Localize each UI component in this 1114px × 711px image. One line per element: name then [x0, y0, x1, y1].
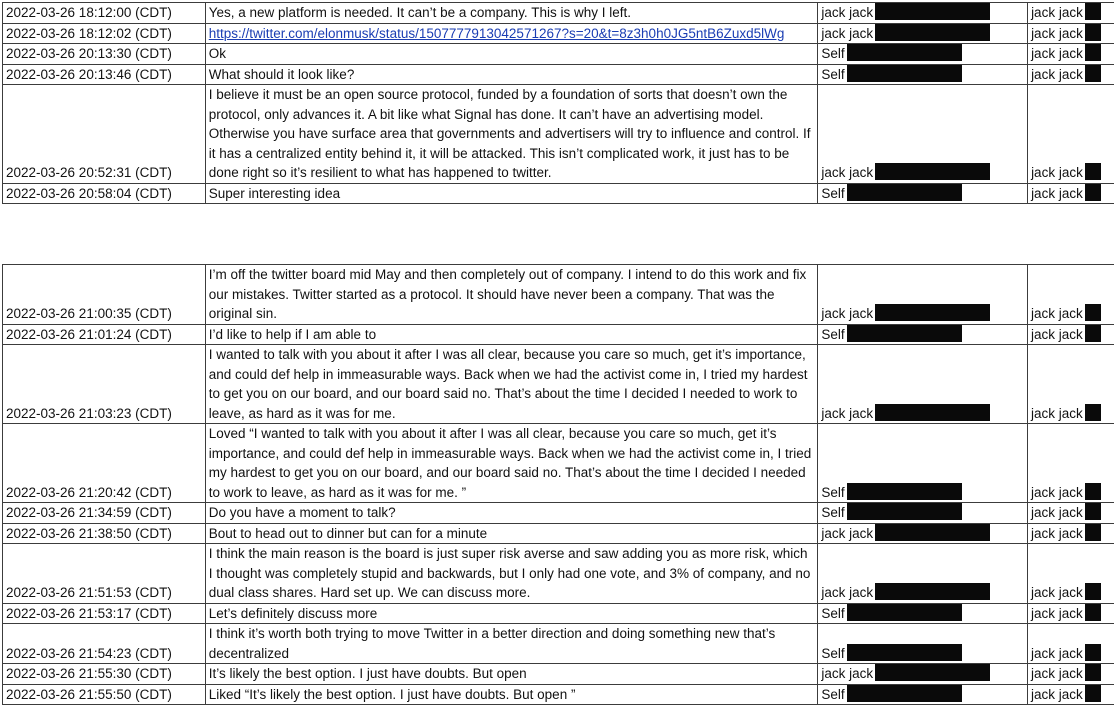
recipient-cell	[1028, 183, 1114, 204]
recipient-cell	[1028, 624, 1114, 664]
timestamp-cell: 2022-03-26 21:00:35 (CDT)	[3, 265, 206, 325]
redaction-block	[1085, 604, 1101, 621]
timestamp-cell: 2022-03-26 21:38:50 (CDT)	[3, 523, 206, 544]
recipient-name: jack jack	[1031, 326, 1083, 342]
redaction-block	[875, 3, 990, 20]
recipient-cell	[1028, 3, 1114, 24]
redaction-block	[875, 664, 990, 681]
table-row	[3, 265, 1114, 325]
sender-cell	[818, 523, 1028, 544]
sender-cell	[818, 624, 1028, 664]
sender-name: jack jack	[821, 525, 874, 541]
message-cell: Yes, a new platform is needed. It can’t be a company. This is why I left.	[205, 3, 818, 24]
redaction-block	[1085, 325, 1101, 342]
message-cell: I’d like to help if I am able to	[205, 324, 818, 345]
recipient-cell	[1028, 603, 1114, 624]
table-row	[3, 664, 1114, 685]
sender-name: Self	[821, 686, 845, 702]
recipient-name: jack jack	[1031, 645, 1083, 661]
timestamp-cell: 2022-03-26 21:55:50 (CDT)	[3, 684, 206, 705]
message-cell: Super interesting idea	[205, 183, 818, 204]
redaction-block	[1085, 24, 1101, 41]
redaction-block	[847, 44, 962, 61]
table-row	[3, 624, 1114, 664]
recipient-cell	[1028, 503, 1114, 524]
recipient-cell	[1028, 424, 1114, 503]
recipient-name: jack jack	[1031, 66, 1083, 82]
table-row	[3, 424, 1114, 503]
sender-name: jack jack	[821, 306, 874, 321]
message-cell	[205, 23, 818, 44]
sender-cell	[818, 23, 1028, 44]
redaction-block	[847, 604, 962, 621]
timestamp-cell: 2022-03-26 21:03:23 (CDT)	[3, 345, 206, 424]
table-row	[3, 3, 1114, 24]
timestamp-cell: 2022-03-26 21:01:24 (CDT)	[3, 324, 206, 345]
table-row	[3, 503, 1114, 524]
redaction-block	[875, 404, 990, 421]
recipient-cell	[1028, 44, 1114, 65]
table-row	[3, 324, 1114, 345]
sender-cell	[818, 544, 1028, 604]
redaction-block	[875, 583, 990, 600]
sender-name: Self	[821, 605, 845, 621]
redaction-block	[847, 483, 962, 500]
message-cell: It’s likely the best option. I just have doubts. But open	[205, 664, 818, 685]
sender-cell	[818, 64, 1028, 85]
redaction-block	[847, 644, 962, 661]
recipient-name: jack jack	[1031, 165, 1083, 180]
sender-name: jack jack	[821, 585, 874, 600]
redaction-block	[1085, 3, 1101, 20]
sender-name: jack jack	[821, 666, 874, 681]
timestamp-cell: 2022-03-26 21:20:42 (CDT)	[3, 424, 206, 503]
redaction-block	[1085, 44, 1101, 61]
table-row	[3, 85, 1114, 184]
sender-name: Self	[821, 505, 845, 520]
sender-name: Self	[821, 484, 845, 500]
recipient-name: jack jack	[1031, 46, 1083, 61]
table-row	[3, 603, 1114, 624]
sender-cell	[818, 664, 1028, 685]
recipient-name: jack jack	[1031, 185, 1083, 201]
sender-cell	[818, 424, 1028, 503]
table-row	[3, 23, 1114, 44]
timestamp-cell: 2022-03-26 21:34:59 (CDT)	[3, 503, 206, 524]
recipient-cell	[1028, 523, 1114, 544]
table-row	[3, 523, 1114, 544]
recipient-cell	[1028, 544, 1114, 604]
message-cell: Let’s definitely discuss more	[205, 603, 818, 624]
timestamp-cell: 2022-03-26 21:51:53 (CDT)	[3, 544, 206, 604]
sender-cell	[818, 44, 1028, 65]
sender-cell	[818, 603, 1028, 624]
recipient-name: jack jack	[1031, 306, 1083, 321]
table-row	[3, 345, 1114, 424]
recipient-name: jack jack	[1031, 585, 1083, 600]
message-cell: Liked “It’s likely the best option. I just have doubts. But open ”	[205, 684, 818, 705]
timestamp-cell: 2022-03-26 21:53:17 (CDT)	[3, 603, 206, 624]
timestamp-cell: 2022-03-26 18:12:00 (CDT)	[3, 3, 206, 24]
recipient-name: jack jack	[1031, 686, 1083, 702]
sender-name: jack jack	[821, 25, 874, 41]
sender-name: jack jack	[821, 165, 874, 180]
redaction-block	[847, 325, 962, 342]
redaction-block	[1085, 163, 1101, 180]
redaction-block	[847, 503, 962, 520]
recipient-cell	[1028, 85, 1114, 184]
redaction-block	[1085, 644, 1101, 661]
redaction-block	[1085, 483, 1101, 500]
sender-name: Self	[821, 326, 845, 342]
redaction-block	[875, 24, 990, 41]
redaction-block	[847, 65, 962, 82]
recipient-cell	[1028, 324, 1114, 345]
redaction-block	[1085, 685, 1101, 702]
sender-cell	[818, 684, 1028, 705]
recipient-name: jack jack	[1031, 505, 1083, 520]
timestamp-cell: 2022-03-26 20:13:30 (CDT)	[3, 44, 206, 65]
message-cell: Do you have a moment to talk?	[205, 503, 818, 524]
recipient-name: jack jack	[1031, 605, 1083, 621]
recipient-cell	[1028, 664, 1114, 685]
recipient-name: jack jack	[1031, 525, 1083, 541]
message-cell: I believe it must be an open source protocol, funded by a foundation of sorts that doesn’t own the protocol, only advances it. A bit like what Signal has done. It can’t have an advertising model. Otherwise you have surface area that governments and advertisers will try to influence and control. If it has a centralized entity behind it, it will be attacked. This isn’t complicated work, it just has to be done right so it’s resilient to what has happened to twitter.	[205, 85, 818, 184]
redaction-block	[875, 304, 990, 321]
table-row	[3, 544, 1114, 604]
message-cell: I’m off the twitter board mid May and then completely out of company. I intend to do this work and fix our mistakes. Twitter started as a protocol. It should have never been a company. That was the original sin.	[205, 265, 818, 325]
timestamp-cell: 2022-03-26 21:55:30 (CDT)	[3, 664, 206, 685]
redaction-block	[1085, 65, 1101, 82]
timestamp-cell: 2022-03-26 20:58:04 (CDT)	[3, 183, 206, 204]
sender-cell	[818, 503, 1028, 524]
recipient-cell	[1028, 265, 1114, 325]
message-cell: I think the main reason is the board is just super risk averse and saw adding you as more risk, which I thought was completely stupid and backwards, but I only had one vote, and 3% of company, and no dual class shares. Hard set up. We can discuss more.	[205, 544, 818, 604]
sender-name: Self	[821, 66, 845, 82]
message-cell: Loved “I wanted to talk with you about it after I was all clear, because you care so much, get it’s importance, and could def help in immeasurable ways. Back when we had the activist come in, I tried my hardest to get you on our board, and our board said no. That’s about the time I decided I needed to work to leave, as hard as it was for me. ”	[205, 424, 818, 503]
message-cell: Ok	[205, 44, 818, 65]
message-cell: I wanted to talk with you about it after I was all clear, because you care so much, get it’s importance, and could def help in immeasurable ways. Back when we had the activist come in, I tried my hardest to get you on our board, and our board said no. That’s about the time I decided I needed to work to leave, as hard as it was for me.	[205, 345, 818, 424]
sender-cell	[818, 3, 1028, 24]
sender-name: Self	[821, 46, 845, 61]
redaction-block	[1085, 184, 1101, 201]
message-cell: Bout to head out to dinner but can for a minute	[205, 523, 818, 544]
table-row	[3, 64, 1114, 85]
message-table-bottom	[2, 264, 1114, 705]
recipient-cell	[1028, 345, 1114, 424]
sender-cell	[818, 183, 1028, 204]
redaction-block	[1085, 404, 1101, 421]
redaction-block	[1085, 524, 1101, 541]
recipient-name: jack jack	[1031, 484, 1083, 500]
recipient-name: jack jack	[1031, 5, 1083, 20]
recipient-name: jack jack	[1031, 666, 1083, 681]
recipient-cell	[1028, 23, 1114, 44]
table-row	[3, 183, 1114, 204]
redaction-block	[847, 184, 962, 201]
redaction-block	[1085, 583, 1101, 600]
redaction-block	[1085, 664, 1101, 681]
sender-name: Self	[821, 185, 845, 201]
redaction-block	[875, 163, 990, 180]
table-row	[3, 44, 1114, 65]
recipient-cell	[1028, 684, 1114, 705]
recipient-cell	[1028, 64, 1114, 85]
sender-name: Self	[821, 645, 845, 661]
sender-cell	[818, 324, 1028, 345]
message-cell: I think it’s worth both trying to move Twitter in a better direction and doing something new that’s decentralized	[205, 624, 818, 664]
recipient-name: jack jack	[1031, 405, 1083, 421]
redaction-block	[875, 524, 990, 541]
timestamp-cell: 2022-03-26 21:54:23 (CDT)	[3, 624, 206, 664]
redaction-block	[1085, 503, 1101, 520]
message-cell: What should it look like?	[205, 64, 818, 85]
sender-cell	[818, 85, 1028, 184]
timestamp-cell: 2022-03-26 18:12:02 (CDT)	[3, 23, 206, 44]
sender-name: jack jack	[821, 405, 874, 421]
redaction-block	[1085, 304, 1101, 321]
table-row	[3, 684, 1114, 705]
recipient-name: jack jack	[1031, 25, 1083, 41]
timestamp-cell: 2022-03-26 20:52:31 (CDT)	[3, 85, 206, 184]
message-table-top	[2, 2, 1114, 204]
sender-cell	[818, 345, 1028, 424]
redaction-block	[847, 685, 962, 702]
sender-cell	[818, 265, 1028, 325]
message-link[interactable]: https://twitter.com/elonmusk/status/1507777913042571267?s=20&t=8z3h0h0JG5ntB6Zuxd5lWg	[208, 25, 785, 41]
sender-name: jack jack	[821, 5, 874, 20]
timestamp-cell: 2022-03-26 20:13:46 (CDT)	[3, 64, 206, 85]
